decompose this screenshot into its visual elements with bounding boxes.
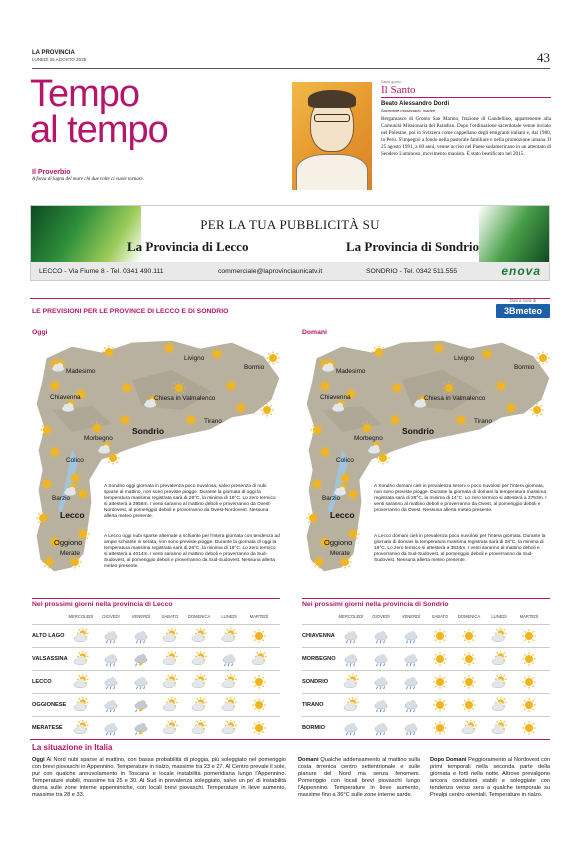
rain-icon (402, 720, 420, 736)
previsioni-title: LE PREVISIONI PER LE PROVINCE DI LECCO E DI SONDRIO (32, 308, 229, 315)
forecast-row (302, 624, 550, 647)
sun-icon (250, 697, 268, 713)
town-chiesa: Chiesa in Valmalenco (154, 395, 216, 402)
sun-icon (431, 720, 449, 736)
forecast-text-sondrio: A Sondrio oggi giornata in prevalenza poco nuvolosa, salvo presenza di nubi sparse al mattino, non sono previste piogge. Durante la giornata di oggi la temperatura massima registrata sarà di 28°C, la minima di 16°C. Lo zero termico si attesterà a 3956m. I venti saranno al mattino deboli e proverranno da Ovest-Nordovest, al pomeriggio deboli e proverranno da Ovest-Nordovest. Nessuna allerta meteo presente. (104, 484, 276, 519)
forecast-title: Nei prossimi giorni nella provincia di Sondrio (302, 598, 550, 608)
town-chiavenna: Chiavenna (50, 394, 81, 401)
cloud-sun-icon (161, 720, 179, 736)
storm-icon (132, 651, 150, 667)
sun-icon (46, 444, 64, 462)
enova-logo: enova (501, 264, 541, 278)
town-chiesa: Chiesa in Valmalenco (424, 395, 486, 402)
town-morbegno: Morbegno (84, 435, 113, 442)
town-lecco: Lecco (330, 510, 355, 520)
forecast-location: LECCO (32, 679, 52, 685)
header-rule (32, 68, 550, 69)
cloud-sun-icon (366, 440, 384, 458)
cloud-sun-icon (72, 628, 90, 644)
sun-icon (502, 400, 520, 418)
rain-icon (102, 628, 120, 644)
sun-icon (316, 444, 334, 462)
cloud-sun-icon (72, 674, 90, 690)
forecast-location: SONDRIO (302, 679, 329, 685)
cloud-sun-icon (190, 628, 208, 644)
sun-icon (38, 476, 56, 494)
santo-box (381, 80, 551, 159)
rain-icon (132, 674, 150, 690)
rain-icon (342, 720, 360, 736)
rain-icon (372, 674, 390, 690)
town-colico: Colico (66, 457, 84, 464)
forecast-location: CHIAVENNA (302, 633, 335, 639)
storm-icon (132, 697, 150, 713)
day-header: SABATO (431, 614, 449, 619)
situazione-domani (298, 757, 420, 798)
cloud-sun-icon (490, 674, 508, 690)
sun-icon (100, 344, 118, 362)
forecast-row (32, 624, 280, 647)
forecast-location: MORBEGNO (302, 656, 336, 662)
ad-leaf-graphic-right (479, 206, 549, 262)
cloud-sun-icon (220, 674, 238, 690)
cloud-sun-icon (96, 440, 114, 458)
town-morbegno: Morbegno (354, 435, 383, 442)
sun-icon (250, 628, 268, 644)
situazione-dopodomani (430, 757, 550, 798)
issue-date: LUNEDÌ 25 AGOSTO 2025 (32, 57, 87, 62)
sun-icon (232, 400, 250, 418)
cloud-sun-icon (72, 697, 90, 713)
santo-bio: Bergamasco di Gromo San Marino, frazione di Gandellino, appartenente alla Comunità Missionaria del Paradiso. Dopo l'ordinazione sacerdotale venne inviato nel Polesine, poi in Svizzera come cappellano degli emigranti italiani e, dal 1980, in Perù. S'impegnò a fondo nella pastorale familiare e nella promozione umana. Il 25 agosto 1991, a 60 anni, venne ucciso nel Paese sudamericano in un attentato di Sendero Luminoso, movimento maoista. È stato beatificato nel 2015. (381, 116, 551, 158)
day-header: MERCOLEDÌ (68, 614, 94, 619)
sun-icon (258, 402, 276, 420)
town-tirano: Tirano (204, 418, 222, 425)
cloud-sun-icon (72, 720, 90, 736)
sun-icon (250, 720, 268, 736)
data-source-label: Dati a cura di (509, 298, 537, 303)
rain-icon (102, 697, 120, 713)
rain-icon (402, 651, 420, 667)
sun-icon (460, 697, 478, 713)
situazione-oggi-text: Al Nord nubi sparse al mattino, con bassa probabilità di pioggia, più soleggiato nel pomeriggio con brevi piovaschi in Appennino. Temperature in rialzo, massime tra 23 e 27. Al Centro prevale il sole, pur con qualche annuvolamento in Toscana e locale instabilità pomeridiana lungo l'Appennino. Temperature stabili, massime tra 25 e 30. Al Sud in prevalenza soleggiato, salvo un po' di instabilità diurna sulle zone interne appenniniche, con locali brevi piovaschi. Temperature in lieve aumento, massime tra 28 e 33. (32, 757, 286, 798)
sun-icon (478, 346, 496, 364)
cloud-sun-icon (220, 720, 238, 736)
forecast-location: OGGIONESE (32, 702, 67, 708)
cloud-sun-icon (490, 651, 508, 667)
situazione-dopodomani-text: Peggioramento al Nordovest con primi temporali nella seconda parte della giornata e forti nella notte. Altrove prevalgono ancora condizioni stabili e soleggiate con tendenza verso sera a qualche temporale su Prealpi centro orientali. Temperature in rialzo. (430, 757, 551, 798)
sun-icon (310, 554, 328, 572)
sun-icon (460, 651, 478, 667)
proverbio (32, 169, 282, 182)
rain-icon (132, 628, 150, 644)
section-title-line-1: Tempo (30, 73, 140, 115)
advertisement-banner[interactable] (30, 205, 550, 281)
section-title (30, 73, 168, 151)
sun-icon (534, 350, 552, 368)
day-header: MARTEDÌ (249, 614, 269, 619)
sun-icon (520, 651, 538, 667)
ad-leaf-graphic-left (31, 206, 141, 262)
map-label-domani: Domani (302, 329, 327, 336)
section-title-line-2: al tempo (30, 109, 168, 151)
page-header (32, 50, 550, 74)
cloud-sun-icon (161, 697, 179, 713)
forecast-days (32, 614, 280, 624)
forecast-row (302, 647, 550, 670)
day-header: DOMENICA (457, 614, 481, 619)
sun-icon (160, 340, 178, 358)
rain-icon (372, 651, 390, 667)
sun-icon (118, 380, 136, 398)
rain-icon (220, 651, 238, 667)
cloud-sun-icon (161, 628, 179, 644)
page-number: 43 (537, 50, 550, 65)
cloud-sun-icon (490, 720, 508, 736)
sun-icon (492, 378, 510, 396)
rain-icon (102, 720, 120, 736)
sun-icon (182, 412, 200, 430)
forecast-table-lecco (32, 598, 280, 739)
forecast-title: Nei prossimi giorni nella provincia di Lecco (32, 598, 280, 608)
rain-icon (402, 697, 420, 713)
rain-icon (342, 628, 360, 644)
town-bormio: Bormio (244, 364, 265, 371)
day-header: GIOVEDÌ (102, 614, 120, 619)
cloud-sun-icon (342, 674, 360, 690)
sun-icon (38, 422, 56, 440)
sun-icon (431, 697, 449, 713)
forecast-row (32, 716, 280, 739)
sun-icon (430, 340, 448, 358)
3bmeteo-logo: 3Bmeteo (496, 304, 550, 318)
cloud-sun-icon (72, 651, 90, 667)
sun-icon (308, 422, 326, 440)
sun-icon (388, 380, 406, 398)
situazione-oggi-label: Oggi (32, 757, 45, 763)
sun-icon (431, 674, 449, 690)
town-chiavenna: Chiavenna (320, 394, 351, 401)
forecast-location: TIRANO (302, 702, 324, 708)
forecast-days (302, 614, 550, 624)
forecast-row (32, 670, 280, 693)
map-label-oggi: Oggi (32, 329, 48, 336)
town-livigno: Livigno (454, 355, 475, 362)
day-header: MARTEDÌ (519, 614, 539, 619)
town-oggiono: Oggiono (324, 538, 353, 547)
forecast-text-lecco: A Lecco oggi nubi sparse alternate a schiarite per l'intera giornata con tendenza ad ampie schiarite in serata, non sono previste piogge. Durante la giornata di oggi la temperatura massima registrata sarà di 26°C, la minima di 18°C. Lo zero termico si attesterà a 4014m. I venti saranno al mattino deboli e proverranno da Sud-Sudovest, al pomeriggio deboli e proverranno da Sud-Sudovest. Nessuna allerta meteo presente. (104, 534, 280, 569)
forecast-text-lecco: A Lecco domani cieli in prevalenza poco nuvolosi per l'intera giornata. Durante la giornata di domani la temperatura massima registrata sarà di 28°C, la minima di 18°C. Lo zero termico si attesterà a 3834m. I venti saranno al mattino deboli e proverranno da Sud-Sudovest, al pomeriggio deboli e proverranno da Sud-Sudovest. Nessuna allerta meteo presente. (374, 534, 546, 563)
cloud-sun-icon (161, 674, 179, 690)
cloud-sun-icon (490, 697, 508, 713)
forecast-row (302, 693, 550, 716)
situazione-divider (30, 739, 550, 740)
town-merate: Merate (330, 550, 350, 557)
forecast-text-sondrio: A Sondrio domani cieli in prevalenza sereni o poco nuvolosi per l'intera giornata, non sono previste piogge. Durante la giornata di domani la temperatura massima registrata sarà di 28°C, la minima di 14°C. Lo zero termico si attesterà a 3753m. I venti saranno al mattino deboli e proverranno da Ovest, al pomeriggio deboli e proverranno da Ovest. Nessuna allerta meteo presente. (374, 484, 547, 513)
town-madesimo: Madesimo (336, 368, 366, 375)
newspaper-name: LA PROVINCIA (32, 50, 75, 56)
town-merate: Merate (60, 550, 80, 557)
town-colico: Colico (336, 457, 354, 464)
sun-icon (370, 344, 388, 362)
situazione-domani-text: Qualche addensamento al mattino sulla costa tirrenica centro settentrionale e sulle pianure del Nord ma senza fenomeni. Pomeriggio con locali brevi piovaschi lungo l'Appennino. Temperature in lieve aumento, massime fino a 36°C sulle zone interne sarde. (298, 757, 420, 798)
ad-headline: PER LA TUA PUBBLICITÀ SU (200, 217, 380, 232)
rain-icon (342, 651, 360, 667)
town-lecco: Lecco (60, 510, 85, 520)
day-header: SABATO (161, 614, 179, 619)
town-bormio: Bormio (514, 364, 535, 371)
cloud-sun-icon (190, 651, 208, 667)
sun-icon (431, 651, 449, 667)
sun-icon (264, 350, 282, 368)
town-barzio: Barzio (52, 495, 71, 502)
town-livigno: Livigno (184, 355, 205, 362)
town-madesimo: Madesimo (66, 368, 96, 375)
day-header: GIOVEDÌ (372, 614, 390, 619)
day-header: DOMENICA (187, 614, 211, 619)
rain-icon (102, 674, 120, 690)
town-barzio: Barzio (322, 495, 341, 502)
day-header: LUNEDÌ (491, 614, 507, 619)
town-sondrio: Sondrio (402, 426, 435, 436)
ad-email[interactable]: commerciale@laprovinciaunicatv.it (218, 268, 323, 275)
santo-portrait (292, 82, 372, 190)
cloud-sun-icon (190, 697, 208, 713)
sun-icon (520, 628, 538, 644)
forecast-row (32, 693, 280, 716)
sun-icon (208, 346, 226, 364)
town-oggiono: Oggiono (54, 538, 83, 547)
forecast-location: ALTO LAGO (32, 633, 65, 639)
cloud-sun-icon (342, 697, 360, 713)
cloud-sun-icon (220, 697, 238, 713)
ad-address-sondrio: SONDRIO - Tel. 0342 511.555 (366, 268, 458, 275)
forecast-row (302, 670, 550, 693)
day-header: LUNEDÌ (221, 614, 237, 619)
ad-contact-bar (31, 262, 549, 281)
section-divider (30, 298, 550, 299)
rain-icon (102, 651, 120, 667)
town-tirano: Tirano (474, 418, 492, 425)
portrait-hair (308, 90, 356, 108)
santo-name: Beato Alessandro Dordi (381, 101, 450, 107)
weather-map-domani (302, 340, 550, 610)
sun-icon (34, 510, 52, 528)
cloud-sun-icon (490, 628, 508, 644)
forecast-row (32, 647, 280, 670)
sun-icon (304, 510, 322, 528)
situazione-domani-label: Domani (298, 757, 319, 763)
situazione-oggi (32, 757, 286, 798)
sun-icon (452, 412, 470, 430)
santo-title: Il Santo (381, 84, 551, 98)
cloud-sun-icon (460, 720, 478, 736)
ad-brand-lecco: La Provincia di Lecco (127, 239, 249, 254)
rain-icon (372, 697, 390, 713)
day-header: VENERDÌ (131, 614, 151, 619)
forecast-location: BORMIO (302, 725, 325, 731)
cloud-sun-icon (190, 720, 208, 736)
sun-icon (520, 674, 538, 690)
sun-icon (528, 402, 546, 420)
storm-icon (132, 720, 150, 736)
cloud-sun-icon (250, 651, 268, 667)
proverbio-text: A forza di lagna del mare chi due volte ci vuole tornare. (32, 177, 145, 182)
rain-icon (372, 720, 390, 736)
sun-icon (40, 554, 58, 572)
portrait-glasses (314, 114, 350, 122)
sun-icon (460, 628, 478, 644)
sun-icon (250, 674, 268, 690)
sun-icon (460, 674, 478, 690)
day-header: MERCOLEDÌ (338, 614, 364, 619)
santo-role: Sacerdote missionario, martire (381, 108, 436, 113)
town-sondrio: Sondrio (132, 426, 165, 436)
cloud-sun-icon (190, 674, 208, 690)
sun-icon (431, 628, 449, 644)
forecast-table-sondrio (302, 598, 550, 739)
sun-icon (520, 697, 538, 713)
situazione-dopodomani-label: Dopo Domani (430, 757, 467, 763)
rain-icon (402, 628, 420, 644)
day-header: VENERDÌ (401, 614, 421, 619)
cloud-sun-icon (220, 628, 238, 644)
forecast-row (302, 716, 550, 739)
proverbio-title: Il Proverbio (32, 169, 71, 176)
cloud-sun-icon (161, 651, 179, 667)
sun-icon (222, 378, 240, 396)
forecast-location: VALSASSINA (32, 656, 68, 662)
data-source (496, 298, 550, 318)
sun-icon (520, 720, 538, 736)
ad-brand-sondrio: La Provincia di Sondrio (346, 239, 480, 254)
forecast-location: MERATESE (32, 725, 63, 731)
sun-icon (308, 476, 326, 494)
ad-address-lecco: LECCO - Via Fiume 8 - Tel. 0341 490.111 (39, 268, 164, 275)
santo-kicker: Santa giorno (381, 80, 401, 84)
weather-map-oggi (32, 340, 280, 610)
rain-icon (372, 628, 390, 644)
rain-icon (402, 674, 420, 690)
situazione-title: La situazione in Italia (32, 743, 113, 752)
portrait-body (296, 154, 368, 190)
